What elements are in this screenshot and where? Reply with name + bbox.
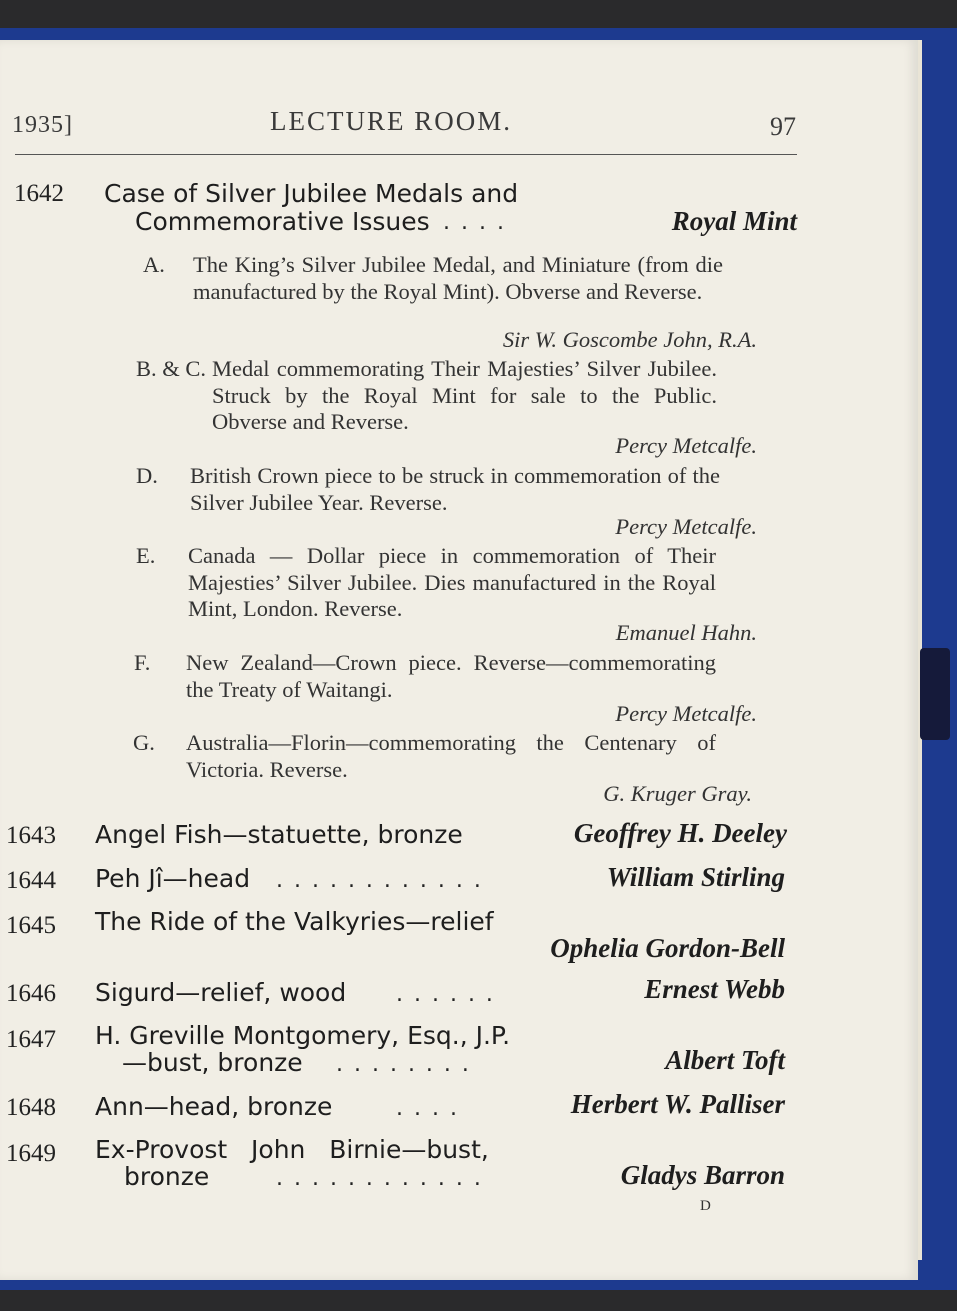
entry-artist: Geoffrey H. Deeley: [573, 818, 787, 848]
dot-leader: . . . . . . . . . . . .: [276, 868, 483, 893]
entry-artist: Ophelia Gordon-Bell: [550, 933, 785, 963]
header-rule: [15, 154, 797, 155]
entry-title-continued: bronze: [124, 1162, 210, 1191]
dot-leader: . . . . . . . . . . . .: [276, 1166, 483, 1191]
entry-title-continued: —bust, bronze: [122, 1048, 303, 1077]
entry-artist: Gladys Barron: [620, 1160, 785, 1190]
dot-leader: . . . .: [443, 210, 506, 235]
catalogue-number: 1646: [6, 980, 56, 1007]
sub-item-text: Australia—Florin—commemorating the Centenary of Victoria. Reverse.: [186, 730, 716, 782]
entry-artist: Royal Mint: [671, 206, 797, 236]
catalogue-number: 1649: [6, 1140, 56, 1167]
signature-mark: D: [700, 1198, 711, 1214]
entry-artist: Ernest Webb: [644, 974, 785, 1004]
entry-title: The Ride of the Valkyries—relief: [95, 907, 494, 936]
catalogue-number: 1647: [6, 1026, 56, 1053]
sub-item-text: British Crown piece to be struck in commemoration of the Silver Jubilee Year. Reverse.: [190, 463, 720, 515]
sub-item-text: The King’s Silver Jubilee Medal, and Miniature (from die manufactured by the Royal Mint). Obverse and Reverse.: [193, 252, 723, 304]
entry-artist: Herbert W. Palliser: [570, 1089, 785, 1119]
running-header: [0, 102, 918, 142]
sub-item-label: F.: [134, 650, 151, 675]
sub-item-artist: Sir W. Goscombe John, R.A.: [502, 327, 757, 352]
entry-title: Angel Fish—statuette, bronze: [95, 820, 463, 849]
sub-item-artist: Percy Metcalfe.: [615, 701, 757, 726]
catalogue-number: 1642: [14, 180, 64, 207]
sub-item-artist: Emanuel Hahn.: [615, 620, 757, 645]
catalogue-number: 1645: [6, 912, 56, 939]
entry-title: Peh Jî—head: [95, 864, 251, 893]
entry-title: Case of Silver Jubilee Medals and: [104, 179, 519, 208]
entry-title: Ex-Provost John Birnie—bust,: [95, 1135, 489, 1164]
entry-title-continued: Commemorative Issues: [135, 207, 430, 236]
sub-item-label: A.: [143, 252, 165, 277]
header-year: 1935]: [12, 112, 73, 138]
sub-item-label: G.: [133, 730, 155, 755]
catalogue-number: 1644: [6, 867, 56, 894]
catalogue-number: 1648: [6, 1094, 56, 1121]
sub-item-text: Medal commemorating Their Majesties’ Silver Jubilee. Struck by the Royal Mint for sale to the Public. Obverse and Reverse.: [212, 356, 717, 434]
sub-item-label: D.: [136, 463, 158, 488]
header-title: LECTURE ROOM.: [270, 106, 512, 136]
bookmark-ribbon: [920, 648, 950, 740]
sub-item-text: New Zealand—Crown piece. Reverse—commemorating the Treaty of Waitangi.: [186, 650, 716, 702]
dot-leader: . . . . . .: [396, 982, 495, 1007]
dot-leader: . . . . . . . .: [336, 1052, 471, 1077]
entry-title: Sigurd—relief, wood: [95, 978, 347, 1007]
sub-item-artist: Percy Metcalfe.: [615, 514, 757, 539]
sub-item-artist: Percy Metcalfe.: [615, 433, 757, 458]
sub-item-label: B. & C.: [136, 356, 207, 381]
page-number: 97: [770, 112, 796, 141]
entry-artist: Albert Toft: [665, 1045, 785, 1075]
entry-title: Ann—head, bronze: [95, 1092, 333, 1121]
catalogue-number: 1643: [6, 822, 56, 849]
sub-item-label: E.: [136, 543, 156, 568]
entry-artist: William Stirling: [606, 862, 785, 892]
sub-item-artist: G. Kruger Gray.: [603, 781, 752, 806]
entry-title: H. Greville Montgomery, Esq., J.P.: [95, 1021, 511, 1050]
dot-leader: . . . .: [396, 1096, 459, 1121]
sub-item-text: Canada — Dollar piece in commemoration of Their Majesties’ Silver Jubilee. Dies manufactured in the Royal Mint, London. Reverse.: [188, 543, 716, 621]
